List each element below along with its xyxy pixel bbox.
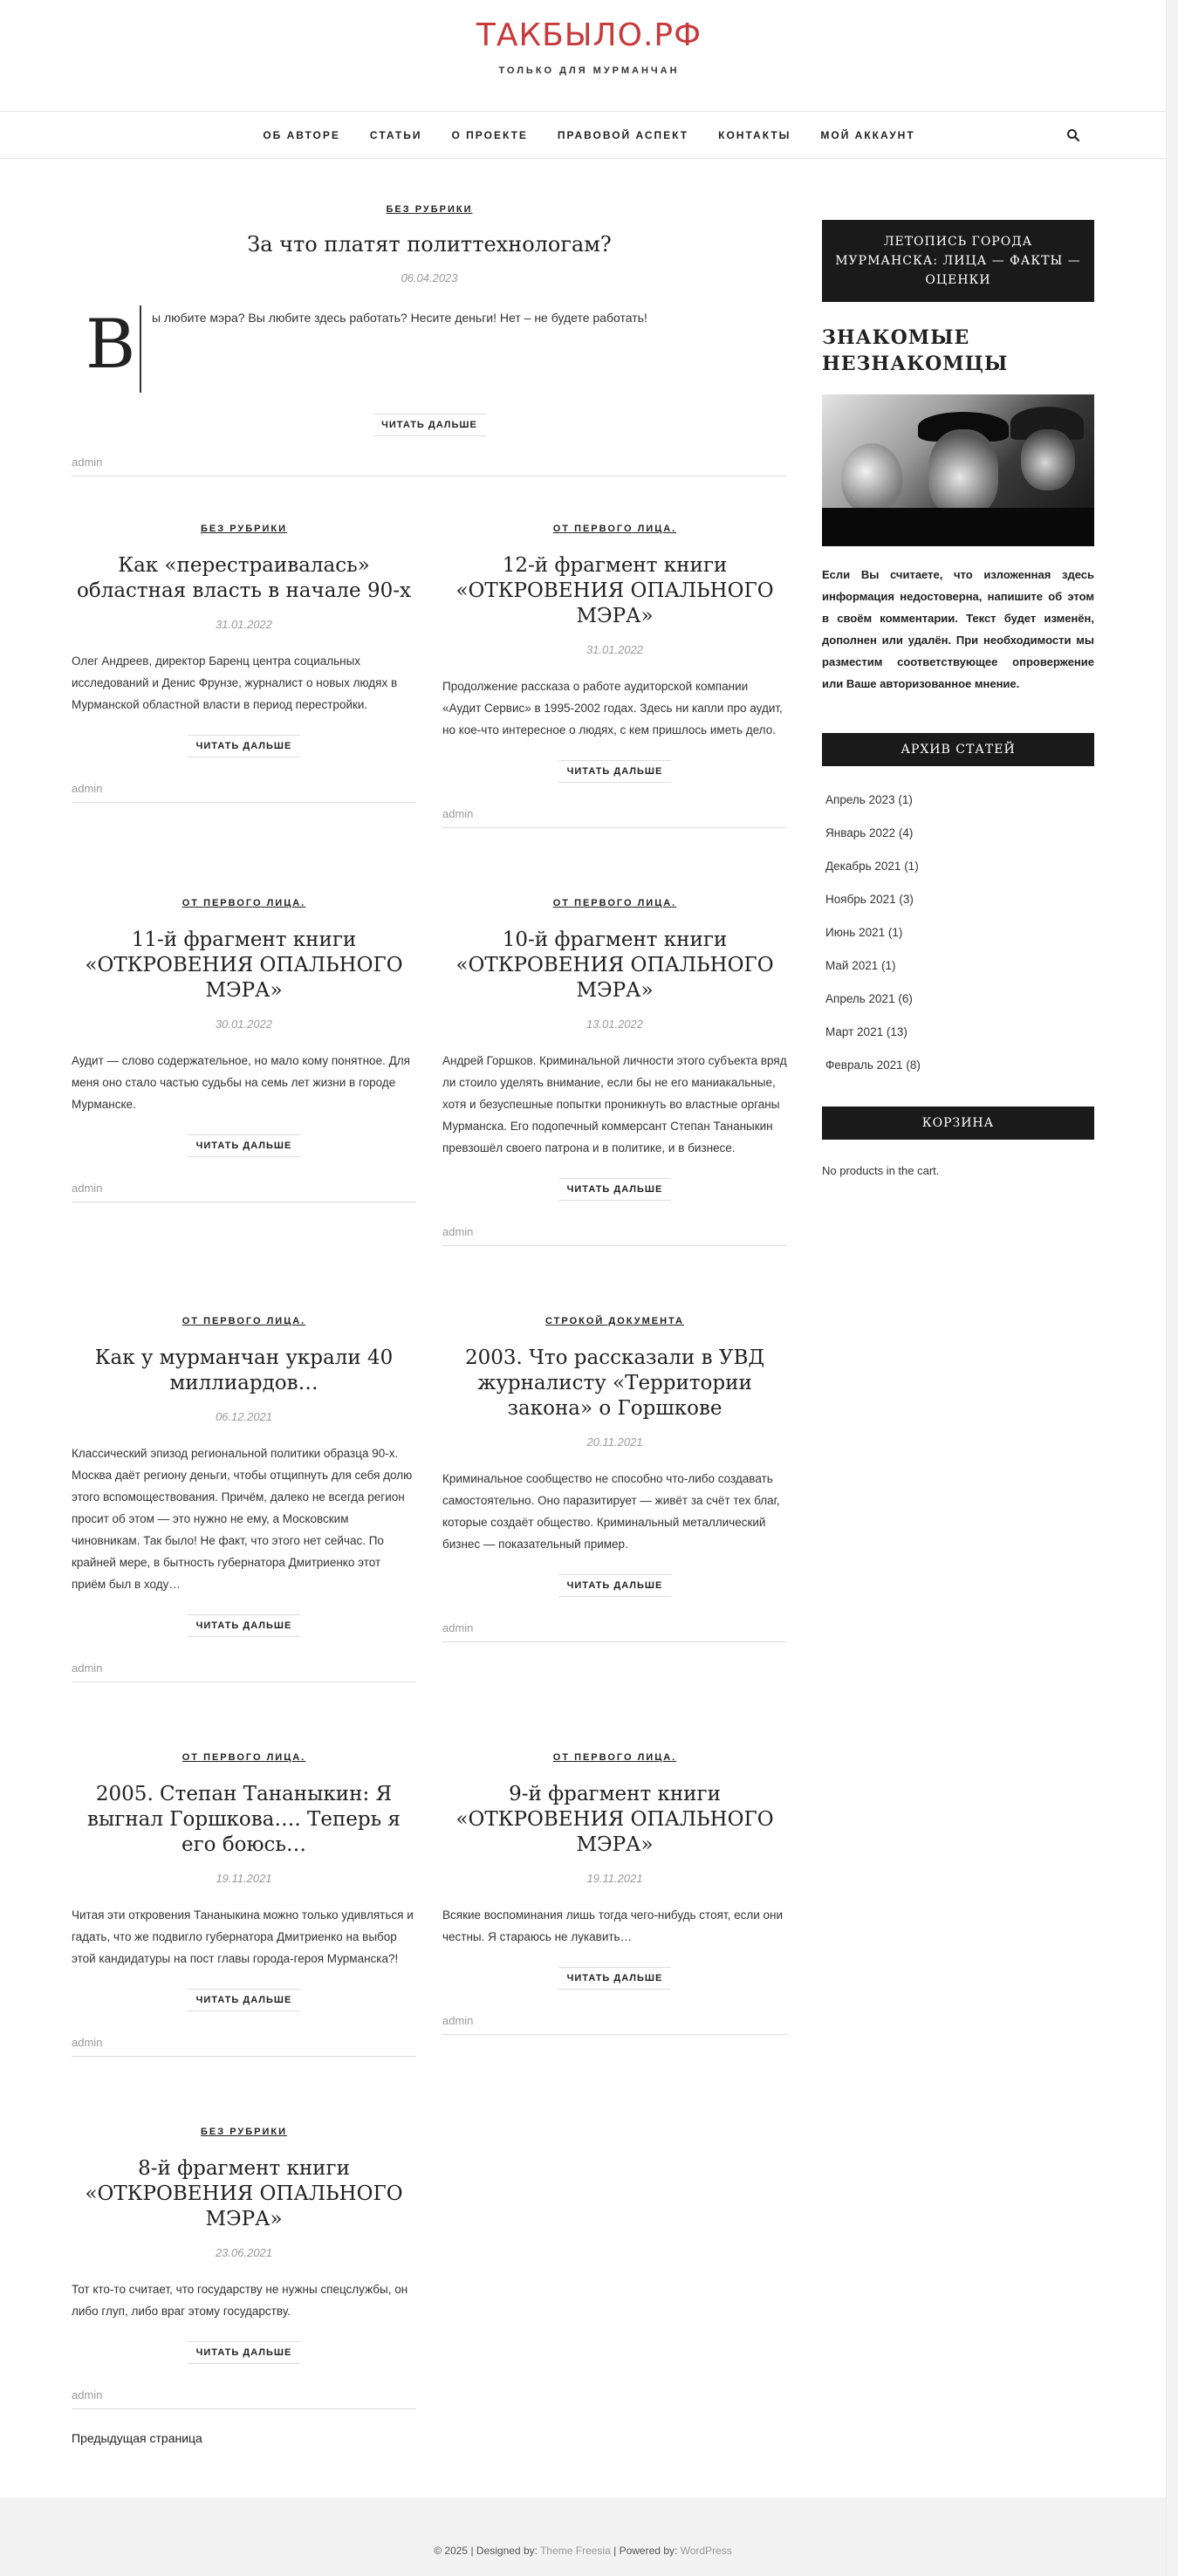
- sidebar: [822, 220, 1094, 1177]
- archive-item[interactable]: Апрель 2021 (6): [825, 992, 913, 1005]
- post-category-link[interactable]: ОТ ПЕРВОГО ЛИЦА.: [181, 1752, 306, 1763]
- archive-item[interactable]: Апрель 2023 (1): [825, 793, 913, 806]
- post-author-link[interactable]: admin: [442, 2014, 474, 2027]
- read-more-button[interactable]: ЧИТАТЬ ДАЛЬШЕ: [373, 414, 486, 436]
- featured-post: [72, 201, 787, 476]
- post-category-link[interactable]: БЕЗ РУБРИКИ: [386, 204, 473, 215]
- read-more-button[interactable]: ЧИТАТЬ ДАЛЬШЕ: [188, 1614, 301, 1637]
- nav-item-about-project[interactable]: О ПРОЕКТЕ: [451, 128, 528, 141]
- post-date: 13.01.2022: [586, 1017, 644, 1031]
- post-author-link[interactable]: admin: [72, 1182, 103, 1195]
- post-card: [442, 1312, 787, 1688]
- post-card: [72, 1749, 416, 2062]
- page-scrollbar[interactable]: [1166, 0, 1178, 2576]
- post-excerpt-text: Андрей Горшков. Криминальной личности этого субъекта вряд ли стоило уделять внимание, если бы не его маниакальные, хотя и безуспешные попытки проникнуть во властные органы Мурманска. Его подопечный коммерсант Степан Тананыкин превзошёл своего патрона и в политике, и в бизнесе.: [442, 1054, 787, 1154]
- site-title-link[interactable]: ТАКБЫЛО.РФ: [476, 17, 702, 53]
- post-excerpt-text: Всякие воспоминания лишь тогда чего-нибудь стоят, если они честны. Я стараюсь не лукавить…: [442, 1908, 784, 1943]
- site-footer: [0, 2497, 1166, 2576]
- post-category-link[interactable]: ОТ ПЕРВОГО ЛИЦА.: [552, 1752, 677, 1763]
- post-category-link[interactable]: ОТ ПЕРВОГО ЛИЦА.: [552, 898, 677, 908]
- posts-grid: [72, 520, 787, 2415]
- post-title-link[interactable]: 10-й фрагмент книги «ОТКРОВЕНИЯ ОПАЛЬНОГО МЭРА»: [455, 928, 774, 1002]
- post-card: [72, 520, 416, 833]
- post-date: 19.11.2021: [216, 1872, 272, 1885]
- search-icon[interactable]: [1066, 128, 1080, 142]
- archive-item[interactable]: Декабрь 2021 (1): [825, 860, 919, 873]
- post-excerpt-text: Криминальное сообщество не способно что-либо создавать самостоятельно. Оно паразитирует — живёт за счёт тех благ, которые создаёт общество. Криминальный металлический бизнес — показательный пример.: [442, 1472, 780, 1551]
- read-more-button[interactable]: ЧИТАТЬ ДАЛЬШЕ: [558, 1574, 672, 1597]
- post-title-link[interactable]: 8-й фрагмент книги «ОТКРОВЕНИЯ ОПАЛЬНОГО МЭРА»: [85, 2157, 403, 2230]
- post-category-link[interactable]: ОТ ПЕРВОГО ЛИЦА.: [552, 524, 677, 534]
- post-excerpt-text: ы любите мэра? Вы любите здесь работать? Несите деньги! Нет – не будете работать!: [152, 311, 647, 325]
- post-title-link[interactable]: За что платят политтехнологам?: [247, 232, 612, 257]
- copyright-text: © 2025: [434, 2545, 469, 2557]
- post-title-link[interactable]: Как у мурманчан украли 40 миллиардов…: [94, 1346, 394, 1394]
- post-title-link[interactable]: 2003. Что рассказали в УВД журналисту «Территории закона» о Горшкове: [464, 1346, 765, 1420]
- designer-link[interactable]: Theme Freesia: [540, 2545, 611, 2557]
- post-date: 06.04.2023: [401, 271, 458, 284]
- nav-item-articles[interactable]: СТАТЬИ: [369, 128, 422, 141]
- chronicle-widget-title: ЛЕТОПИСЬ ГОРОДА МУРМАНСКА: ЛИЦА — ФАКТЫ — ОЦЕНКИ: [822, 220, 1094, 302]
- read-more-button[interactable]: ЧИТАТЬ ДАЛЬШЕ: [558, 760, 672, 783]
- post-card: [442, 1749, 787, 2062]
- post-author-link[interactable]: admin: [442, 1225, 474, 1238]
- post-excerpt-text: Олег Андреев, директор Баренц центра социальных исследований и Денис Фрунзе, журналист о новых людях в Мурманской областной власти в период перестройки.: [72, 654, 398, 711]
- read-more-button[interactable]: ЧИТАТЬ ДАЛЬШЕ: [558, 1178, 672, 1201]
- chronicle-photo: [822, 394, 1094, 546]
- post-category-link[interactable]: БЕЗ РУБРИКИ: [201, 524, 287, 534]
- read-more-button[interactable]: ЧИТАТЬ ДАЛЬШЕ: [188, 1134, 301, 1157]
- post-date: 06.12.2021: [215, 1410, 273, 1423]
- post-date: 31.01.2022: [586, 643, 644, 656]
- platform-link[interactable]: WordPress: [680, 2545, 732, 2557]
- post-excerpt: [72, 305, 787, 393]
- post-category-link[interactable]: СТРОКОЙ ДОКУМЕНТА: [544, 1316, 684, 1326]
- archive-item[interactable]: Март 2021 (13): [825, 1025, 907, 1038]
- nav-item-legal[interactable]: ПРАВОВОЙ АСПЕКТ: [557, 128, 689, 141]
- archive-item[interactable]: Июнь 2021 (1): [825, 926, 903, 939]
- nav-item-contacts[interactable]: КОНТАКТЫ: [718, 128, 791, 141]
- dropcap-letter: В: [72, 305, 141, 393]
- post-title-link[interactable]: Как «перестраивалась» областная власть в начале 90-х: [77, 554, 411, 602]
- cart-widget-title: КОРЗИНА: [822, 1106, 1094, 1140]
- read-more-button[interactable]: ЧИТАТЬ ДАЛЬШЕ: [188, 1989, 301, 2011]
- post-date: 23.06.2021: [215, 2246, 273, 2259]
- post-author-link[interactable]: admin: [72, 2036, 103, 2049]
- post-date: 19.11.2021: [586, 1872, 643, 1885]
- main-nav: [0, 112, 1178, 159]
- post-date: 30.01.2022: [215, 1017, 273, 1031]
- nav-item-about-author[interactable]: ОБ АВТОРЕ: [263, 128, 340, 141]
- archive-list: [822, 784, 1094, 1082]
- post-author-link[interactable]: admin: [72, 1661, 103, 1675]
- post-category-link[interactable]: БЕЗ РУБРИКИ: [201, 2127, 287, 2137]
- post-excerpt-text: Читая эти откровения Тананыкина можно только удивляться и гадать, что же подвигло губернатора Дмитриенко на выбор этой кандидатуры на пост главы города-героя Мурманска?!: [72, 1908, 414, 1965]
- post-date: 20.11.2021: [586, 1435, 643, 1449]
- site-header: [0, 0, 1178, 112]
- post-title-link[interactable]: 2005. Степан Тананыкин: Я выгнал Горшкова…. Теперь я его боюсь…: [87, 1783, 401, 1856]
- site-tagline: ТОЛЬКО ДЛЯ МУРМАНЧАН: [498, 65, 680, 76]
- post-author-link[interactable]: admin: [442, 807, 474, 820]
- post-title-link[interactable]: 11-й фрагмент книги «ОТКРОВЕНИЯ ОПАЛЬНОГО МЭРА»: [85, 928, 403, 1002]
- archive-item[interactable]: Январь 2022 (4): [825, 826, 914, 839]
- prev-page-link[interactable]: Предыдущая страница: [72, 2431, 202, 2445]
- post-excerpt-text: Продолжение рассказа о работе аудиторской компании «Аудит Сервис» в 1995-2002 годах. Здесь ни капли про аудит, но кое-что интересное о людях, с кем пришлось иметь дело.: [442, 680, 783, 736]
- post-card: [72, 894, 416, 1251]
- read-more-button[interactable]: ЧИТАТЬ ДАЛЬШЕ: [188, 735, 301, 757]
- cart-empty-text: No products in the cart.: [822, 1164, 940, 1177]
- powered-by-label: Powered by:: [619, 2545, 678, 2557]
- post-title-link[interactable]: 12-й фрагмент книги «ОТКРОВЕНИЯ ОПАЛЬНОГО МЭРА»: [455, 554, 774, 627]
- post-author-link[interactable]: admin: [442, 1621, 474, 1634]
- archive-item[interactable]: Май 2021 (1): [825, 959, 896, 972]
- post-card: [72, 1312, 416, 1688]
- post-card: [72, 2123, 416, 2415]
- read-more-button[interactable]: ЧИТАТЬ ДАЛЬШЕ: [188, 2341, 301, 2364]
- archive-item[interactable]: Февраль 2021 (8): [825, 1058, 921, 1072]
- nav-item-my-account[interactable]: МОЙ АККАУНТ: [820, 128, 915, 141]
- post-author-link[interactable]: admin: [72, 456, 103, 469]
- post-category-link[interactable]: ОТ ПЕРВОГО ЛИЦА.: [181, 1316, 306, 1326]
- chronicle-text: Если Вы считаете, что изложенная здесь информация недостоверна, напишите об этом в своём комментарии. Текст будет изменён, дополнен или удалён. При необходимости мы разместим соответствующее опровержение или Ваше авторизованное мнение.: [822, 568, 1094, 690]
- archive-widget-title: АРХИВ СТАТЕЙ: [822, 733, 1094, 766]
- post-excerpt-text: Тот кто-то считает, что государству не нужны спецслужбы, он либо глуп, либо враг этому государству.: [72, 2283, 408, 2318]
- archive-item[interactable]: Ноябрь 2021 (3): [825, 893, 914, 906]
- post-author-link[interactable]: admin: [72, 782, 103, 795]
- post-excerpt-text: Классический эпизод региональной политики образца 90-х. Москва даёт региону деньги, чтобы отщипнуть для себя долю этого вспомоществования. Причём, далеко не всегда регион просит об этом — это нужно не ему, а Московским чиновникам. Так было! Не факт, что этого нет сейчас. По крайней мере, в бытность губернатора Дмитриенко этот приём был в ходу…: [72, 1447, 413, 1591]
- post-author-link[interactable]: admin: [72, 2388, 103, 2401]
- post-date: 31.01.2022: [215, 618, 273, 631]
- chronicle-heading: ЗНАКОМЫЕ НЕЗНАКОМЦЫ: [822, 326, 1009, 375]
- read-more-button[interactable]: ЧИТАТЬ ДАЛЬШЕ: [558, 1967, 672, 1990]
- designed-by-label: Designed by:: [476, 2545, 538, 2557]
- posts-area: [72, 201, 787, 2415]
- post-card: [442, 894, 787, 1251]
- footer-credits: © 2025 | Designed by: Theme Freesia | Powered by: WordPress: [434, 2545, 732, 2557]
- post-excerpt-text: Аудит — слово содержательное, но мало кому понятное. Для меня оно стало частью судьбы на семь лет жизни в городе Мурманске.: [72, 1054, 410, 1111]
- post-title-link[interactable]: 9-й фрагмент книги «ОТКРОВЕНИЯ ОПАЛЬНОГО МЭРА»: [455, 1783, 774, 1856]
- post-card: [442, 520, 787, 833]
- post-category-link[interactable]: ОТ ПЕРВОГО ЛИЦА.: [181, 898, 306, 908]
